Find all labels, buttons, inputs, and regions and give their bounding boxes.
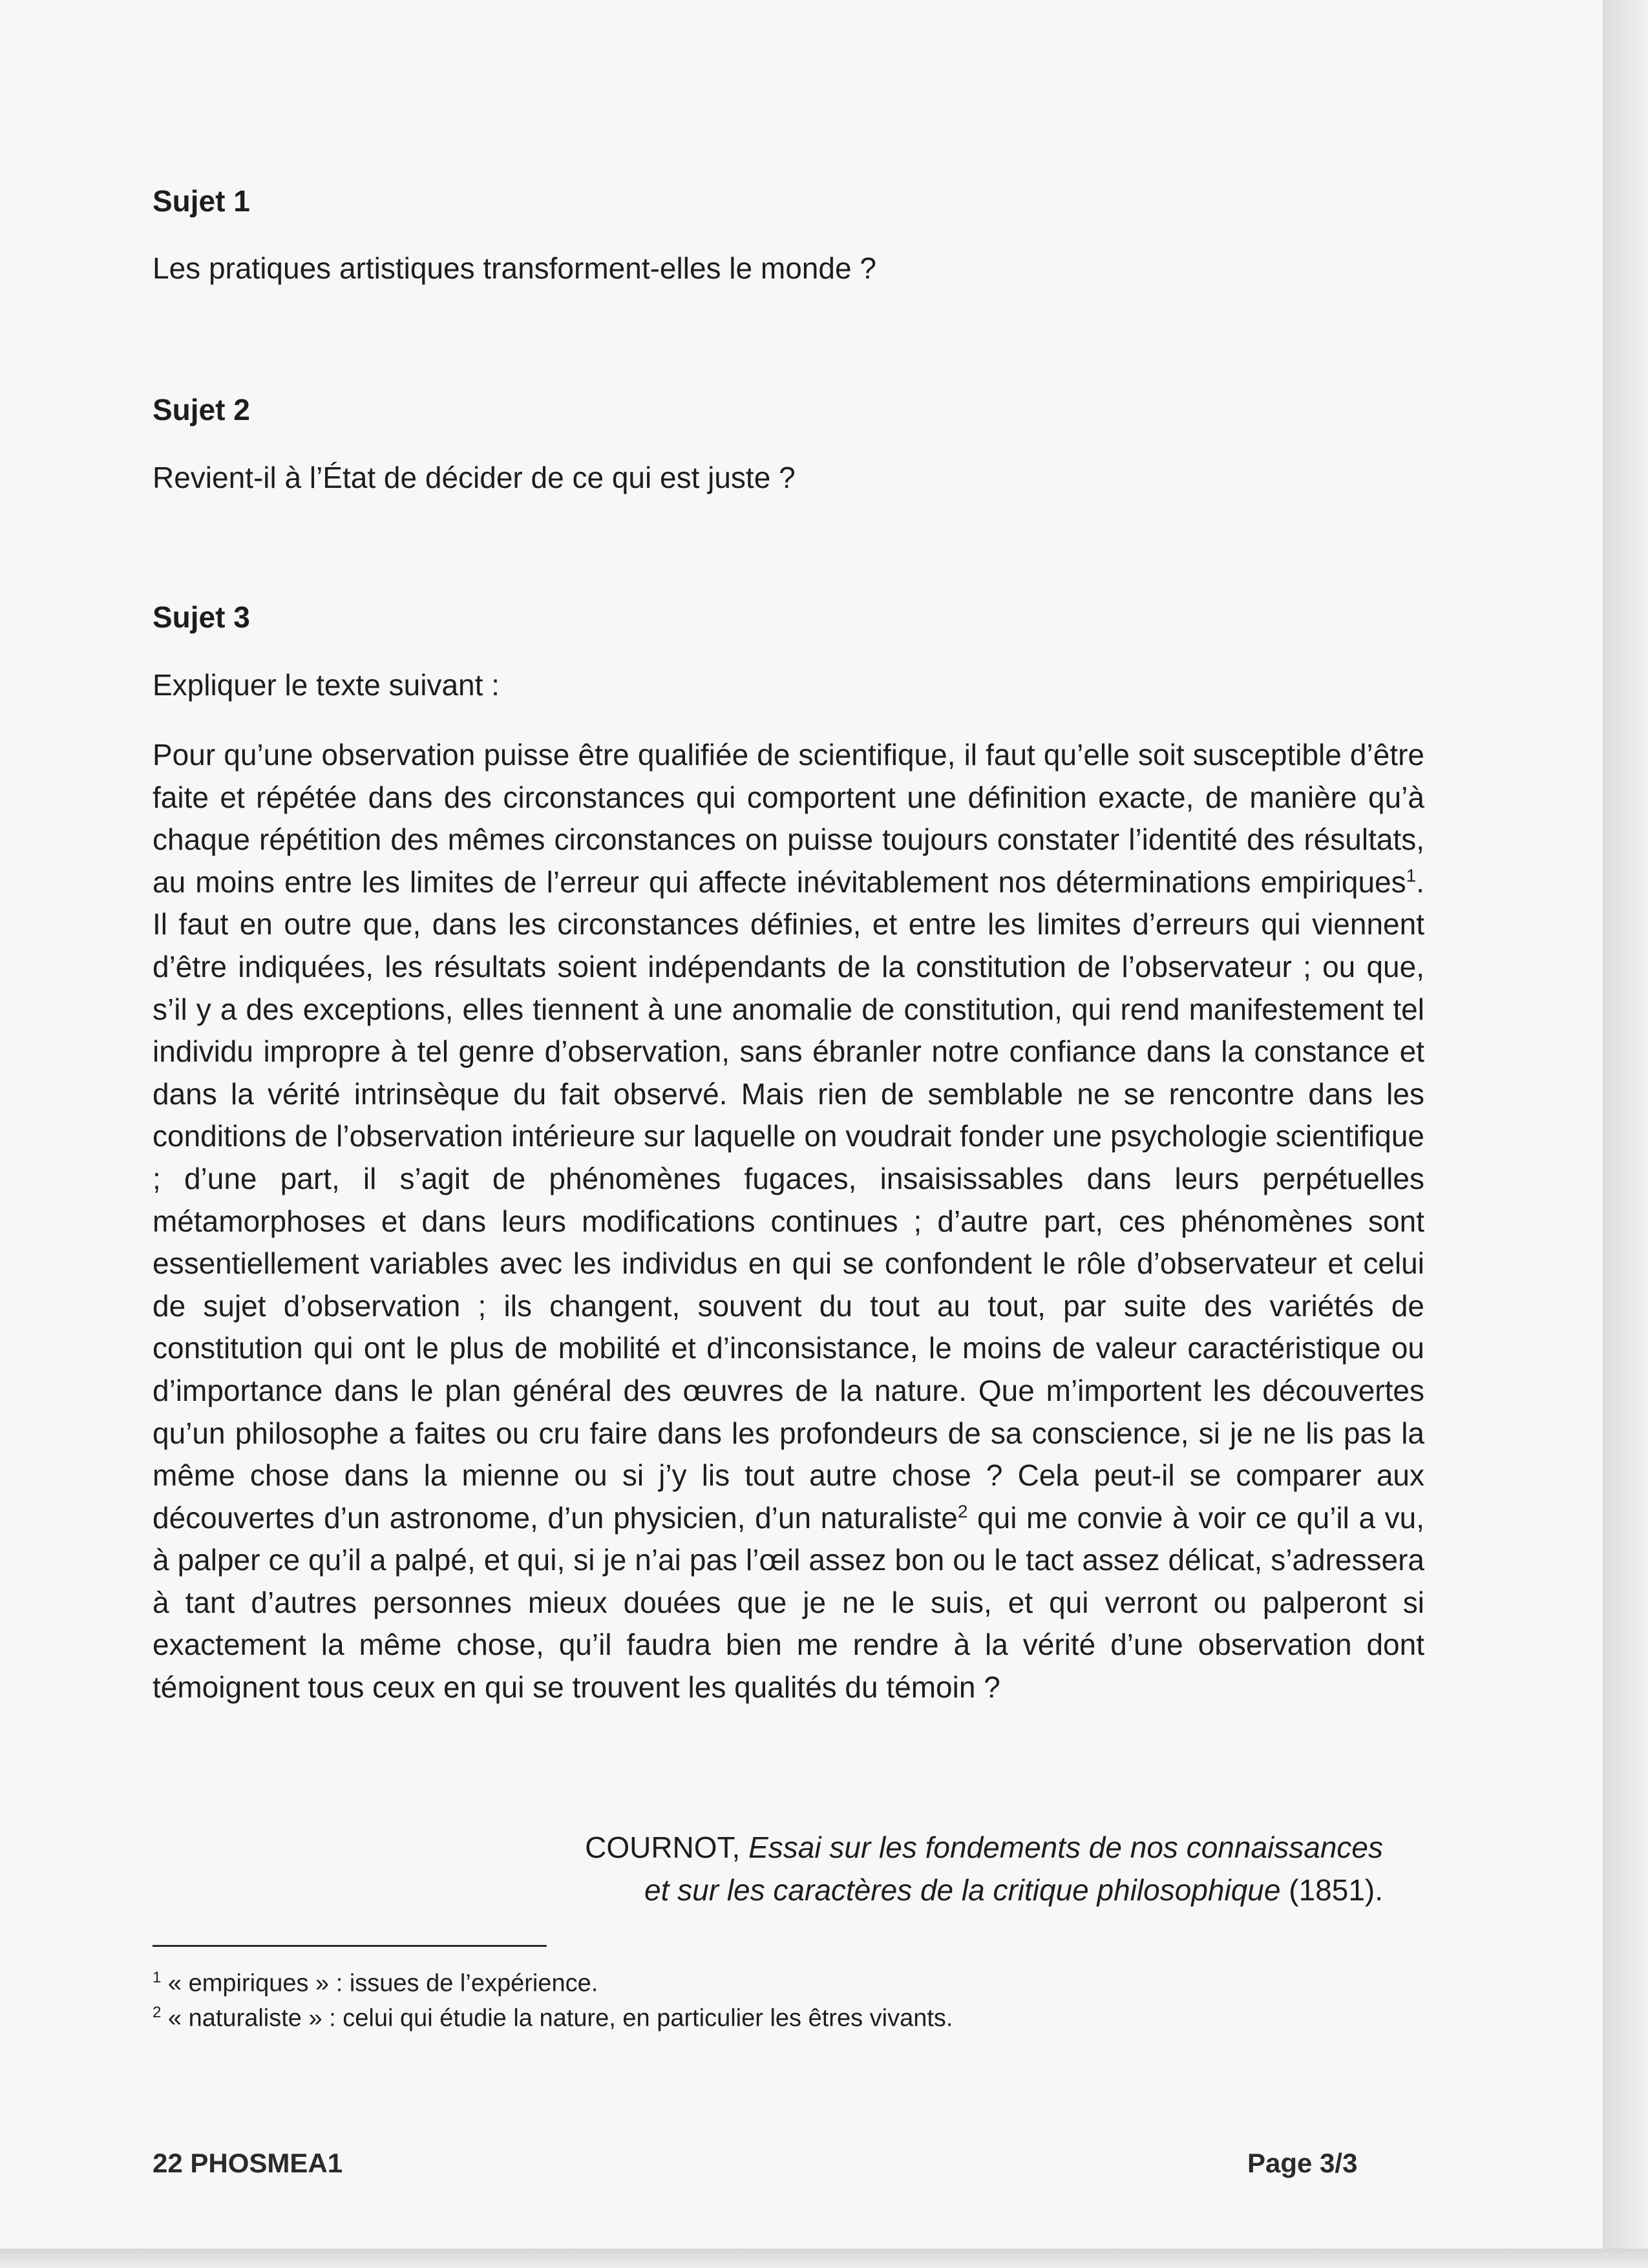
footnote-1-marker: 1 — [153, 1969, 162, 1986]
footnote-divider — [153, 1945, 547, 1947]
footnote-ref-1: 1 — [1406, 865, 1417, 886]
subject-3-question: Expliquer le texte suivant : — [153, 668, 500, 702]
passage-part-2: . Il faut en outre que, dans les circonstances définies, et entre les limites d’erreurs qui viennent d’être indiquées, les résultats soient indépendants de la constitution de l’observateur ; ou que, s’il y a des exceptions, elles tiennent à une anomalie de constitution, qui rend manifestement tel individu impropre à tel genre d’observation, sans ébranler notre confiance dans la constance et dans la vérité intrinsèque du fait observé. Mais rien de semblable ne se rencontre dans les conditions de l’observation intérieure sur laquelle on voudrait fonder une psychologie scientifique ; d’une part, il s’agit de phénomènes fugaces, insaisissables dans leurs perpétuelles métamorphoses et dans leurs modifications continues ; d’autre part, ces phénomènes sont essentiellement variables avec les individus en qui se confondent le rôle d’observateur et celui de sujet d’observation ; ils changent, souvent du tout au tout, par suite des variétés de constitution qui ont le plus de mobilité et d’inconsistance, le moins de valeur caractéristique ou d’importance dans le plan général des œuvres de la nature. Que m’importent les découvertes qu’un philosophe a faites ou cru faire dans les profondeurs de sa conscience, si je ne lis pas la même chose dans la mienne ou si j’y lis tout autre chose ? Cela peut-il se comparer aux découvertes d’un astronome, d’un physicien, d’un naturaliste — [153, 865, 1424, 1535]
text-passage — [153, 734, 1424, 1709]
citation-line-2 — [585, 1869, 1383, 1911]
subject-2-question: Revient-il à l’État de décider de ce qui est juste ? — [153, 461, 796, 494]
footnote-ref-2: 2 — [957, 1501, 968, 1522]
citation-author: COURNOT, — [585, 1831, 749, 1864]
scan-edge-bottom — [0, 2249, 1648, 2268]
subject-1-question: Les pratiques artistiques transforment-elles le monde ? — [153, 251, 876, 285]
citation-line-1 — [585, 1826, 1383, 1869]
footer-exam-code: 22 PHOSMEA1 — [153, 2148, 343, 2178]
citation-title-line-2: et sur les caractères de la critique philosophique — [644, 1873, 1281, 1907]
citation-title-line-1: Essai sur les fondements de nos connaissances — [748, 1831, 1383, 1864]
citation — [585, 1826, 1383, 1911]
subject-2-title: Sujet 2 — [153, 393, 250, 426]
footer-page-number: Page 3/3 — [1247, 2148, 1358, 2178]
footnote-2 — [153, 1997, 953, 2035]
subject-1-title: Sujet 1 — [153, 184, 250, 218]
footnote-1 — [153, 1962, 598, 2000]
passage-part-1: Pour qu’une observation puisse être qualifiée de scientifique, il faut qu’elle soit susceptible d’être faite et répétée dans des circonstances qui comportent une définition exacte, de manière qu’à chaque répétition des mêmes circonstances on puisse toujours constater l’identité des résultats, au moins entre les limites de l’erreur qui affecte inévitablement nos déterminations empiriques — [153, 738, 1424, 899]
footnote-2-marker: 2 — [153, 2004, 162, 2021]
subject-3-title: Sujet 3 — [153, 600, 250, 634]
citation-year: (1851). — [1280, 1873, 1383, 1907]
footnote-1-text: « empiriques » : issues de l’expérience. — [161, 1969, 598, 1997]
footnote-2-text: « naturaliste » : celui qui étudie la nature, en particulier les êtres vivants. — [161, 2004, 953, 2032]
scan-edge-right — [1603, 0, 1648, 2268]
passage-part-3: qui me convie à voir ce qu’il a vu, à palper ce qu’il a palpé, et qui, si je n’ai pas l’œil assez bon ou le tact assez délicat, s’adressera à tant d’autres personnes mieux douées que je ne le suis, et qui verront ou palperont si exactement la même chose, qu’il faudra bien me rendre à la vérité d’une observation dont témoignent tous ceux en qui se trouvent les qualités du témoin ? — [153, 1500, 1424, 1705]
